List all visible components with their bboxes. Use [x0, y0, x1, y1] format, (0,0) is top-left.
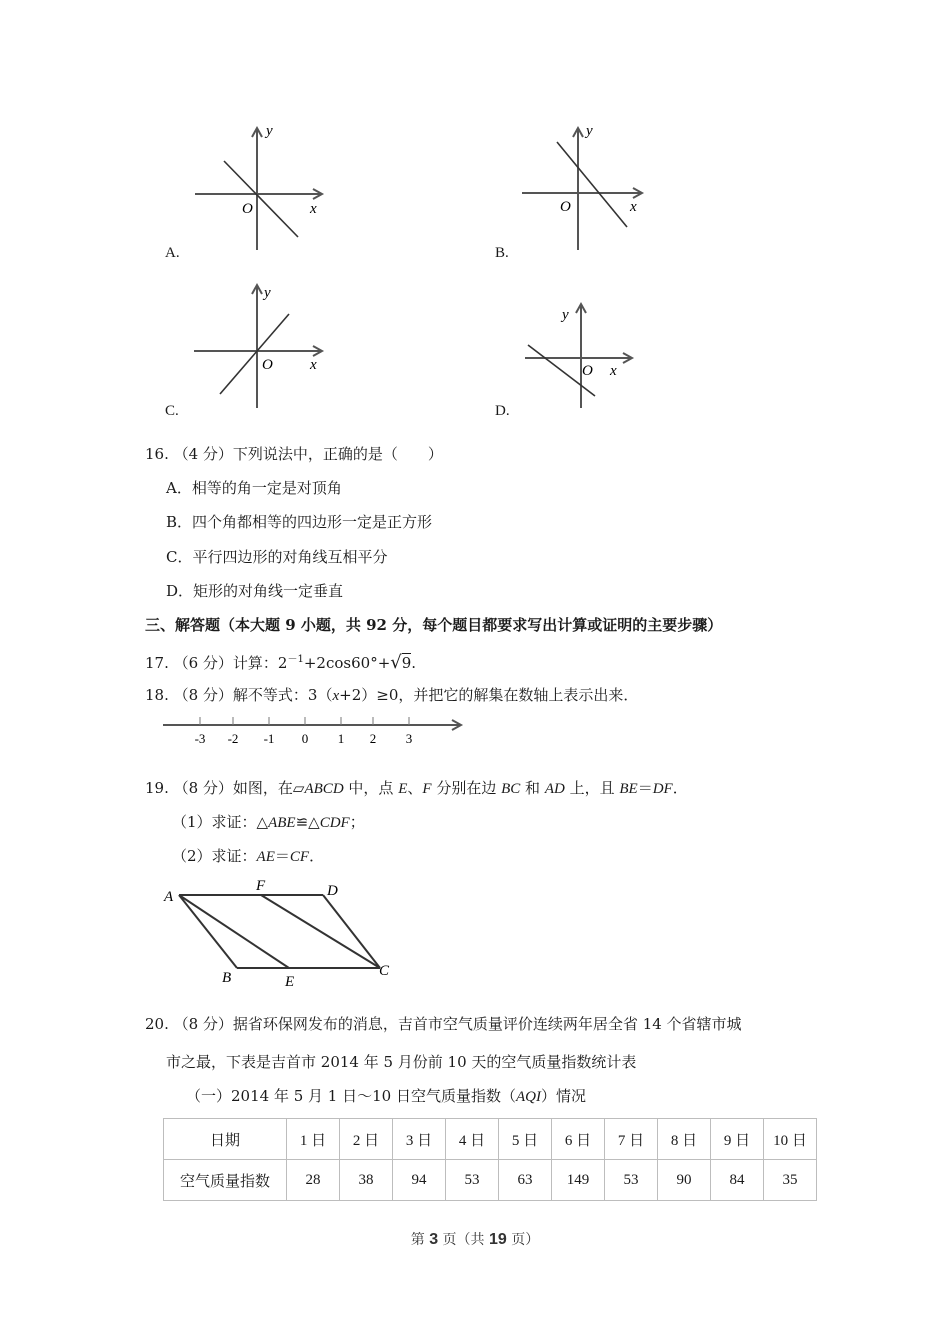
row-header-aqi: 空气质量指数 [164, 1160, 287, 1201]
origin-label: O [560, 199, 571, 215]
graph-a-svg [150, 115, 350, 275]
label-f: F [256, 878, 266, 894]
q16-option-d: D．矩形的对角线一定垂直 [166, 582, 344, 600]
footer-text: 第 [410, 1232, 430, 1248]
aqi-cell: 38 [340, 1160, 393, 1201]
date-cell: 6 日 [552, 1119, 605, 1160]
q19-text: ＝ [637, 779, 653, 797]
option-d-graph [480, 295, 680, 419]
option-c-label: C. [165, 403, 179, 419]
option-a-graph [150, 115, 350, 279]
q19-text: 分别在边 [431, 779, 502, 797]
q16-stem: 16. （4 分）下列说法中，正确的是（ ） [145, 445, 443, 463]
aqi-cell: 28 [287, 1160, 340, 1201]
number-line-tick-label: -2 [227, 731, 239, 746]
q16-option-c: C．平行四边形的对角线互相平分 [166, 548, 388, 566]
q19-text: 中，点 [343, 779, 399, 797]
footer-text: 页） [506, 1232, 540, 1248]
section-3-title: 三、解答题（本大题 9 小题，共 92 分，每个题目都要求写出计算或证明的主要步骤） [145, 616, 723, 634]
q19-text: BE [619, 781, 638, 797]
q19-text: 19. （8 分）如图，在▱ [145, 779, 305, 797]
q19-sub1-text: （1）求证：△ [172, 813, 269, 831]
option-d-label: D. [495, 403, 510, 419]
aqi-cell: 84 [711, 1160, 764, 1201]
date-cell: 7 日 [605, 1119, 658, 1160]
aqi-cell: 94 [393, 1160, 446, 1201]
q17-exponent: －1 [287, 654, 304, 665]
aqi-cell: 53 [605, 1160, 658, 1201]
y-label: y [264, 285, 271, 301]
q20-table-caption [186, 1086, 586, 1107]
page-number: 3 [429, 1231, 439, 1248]
segment-fc [261, 895, 380, 968]
label-b: B [222, 970, 232, 986]
aqi-cell: 53 [446, 1160, 499, 1201]
q16-option-a: A．相等的角一定是对顶角 [166, 479, 342, 497]
q19-text: F [422, 781, 432, 797]
y-label: y [586, 123, 593, 139]
date-cell: 1 日 [287, 1119, 340, 1160]
x-label: x [310, 201, 317, 217]
q20-line2: 市之最，下表是吉首市 2014 年 5 月份前 10 天的空气质量指数统计表 [166, 1053, 637, 1071]
aqi-cell: 90 [658, 1160, 711, 1201]
segment-ae [179, 895, 289, 968]
origin-label: O [242, 201, 253, 217]
q19-text: 、 [407, 779, 423, 797]
q19-text: 和 [520, 779, 545, 797]
label-c: C [379, 963, 390, 979]
parallelogram-svg [155, 870, 405, 995]
y-label: y [562, 307, 569, 323]
q19-text: BC [501, 781, 521, 797]
graph-line [220, 314, 289, 394]
q17-radicand: 9 [401, 654, 412, 672]
q19-sub2-text: （2）求证： [172, 847, 257, 865]
x-label: x [610, 363, 617, 379]
caption-aqi: AQI [515, 1089, 541, 1105]
date-cell: 10 日 [764, 1119, 817, 1160]
x-label: x [630, 199, 637, 215]
q19-text: E [398, 781, 408, 797]
footer-text: 页（共 [438, 1232, 489, 1248]
q19-sub1-text: CDF [319, 815, 350, 831]
label-d: D [327, 883, 338, 899]
q19-text: ． [672, 779, 688, 797]
q19-text: AD [544, 781, 565, 797]
q19-sub2 [172, 846, 324, 867]
option-b-label: B. [495, 245, 509, 261]
caption-text: ）情况 [540, 1087, 586, 1105]
number-line-tick-label: 0 [301, 731, 309, 746]
number-line-tick-label: 3 [405, 731, 413, 746]
side-ab [179, 895, 237, 968]
q19-sub2-text: CF [289, 849, 310, 865]
parallelogram-figure [155, 870, 405, 999]
q18-prefix: 18. （8 分）解不等式：3（ [145, 686, 333, 704]
q17 [145, 650, 416, 673]
graph-c-svg [150, 280, 350, 420]
q17-mid: +2cos60°+ [303, 654, 391, 672]
q18 [145, 685, 638, 706]
q16-option-b: B．四个角都相等的四边形一定是正方形 [166, 513, 433, 531]
q19-sub2-text: ． [309, 847, 325, 865]
date-cell: 9 日 [711, 1119, 764, 1160]
q19-text: 上，且 [564, 779, 620, 797]
origin-label: O [582, 363, 593, 379]
origin-label: O [262, 357, 273, 373]
graph-d-svg [480, 295, 680, 415]
aqi-cell: 149 [552, 1160, 605, 1201]
sqrt-icon: √ [390, 652, 402, 673]
aqi-cell: 35 [764, 1160, 817, 1201]
q18-suffix: +2）≥0，并把它的解集在数轴上表示出来． [339, 686, 639, 704]
q20-line1: 20. （8 分）据省环保网发布的消息，吉首市空气质量评价连续两年居全省 14 个省辖市城 [145, 1015, 742, 1033]
table-row-aqi [164, 1160, 817, 1201]
graph-line [224, 161, 298, 237]
q19-text: DF [652, 781, 673, 797]
graph-b-svg [480, 115, 680, 275]
label-e: E [285, 974, 295, 990]
number-line-svg [160, 712, 470, 752]
date-cell: 2 日 [340, 1119, 393, 1160]
date-cell: 3 日 [393, 1119, 446, 1160]
option-b-graph [480, 115, 680, 279]
q17-prefix: 17. （6 分）计算：2 [145, 654, 288, 672]
number-line [160, 712, 470, 756]
q19-sub1-text: ABE [268, 815, 296, 831]
aqi-cell: 63 [499, 1160, 552, 1201]
x-label: x [310, 357, 317, 373]
q19-text: ABCD [304, 781, 344, 797]
label-a: A [164, 889, 174, 905]
page-footer [0, 1229, 950, 1249]
q19-sub2-text: AE [256, 849, 275, 865]
number-line-tick-label: -3 [194, 731, 206, 746]
q17-suffix: . [411, 654, 417, 672]
row-header-date: 日期 [164, 1119, 287, 1160]
total-pages: 19 [489, 1231, 507, 1248]
number-line-tick-label: 1 [337, 731, 345, 746]
option-a-label: A. [165, 245, 180, 261]
caption-text: （一）2014 年 5 月 1 日～10 日空气质量指数（ [186, 1087, 516, 1105]
aqi-table [163, 1118, 817, 1201]
q18-variable: x [332, 688, 340, 704]
date-cell: 8 日 [658, 1119, 711, 1160]
option-c-graph [150, 280, 350, 424]
side-dc [323, 895, 380, 968]
q19-sub2-text: ＝ [274, 847, 290, 865]
q19-stem [145, 778, 688, 799]
q19-sub1 [172, 812, 365, 833]
table-row-dates [164, 1119, 817, 1160]
number-line-tick-label: 2 [369, 731, 377, 746]
date-cell: 4 日 [446, 1119, 499, 1160]
number-line-tick-label: -1 [263, 731, 275, 746]
date-cell: 5 日 [499, 1119, 552, 1160]
q19-sub1-text: ； [349, 813, 365, 831]
q19-sub1-text: ≌△ [295, 813, 320, 831]
y-label: y [266, 123, 273, 139]
